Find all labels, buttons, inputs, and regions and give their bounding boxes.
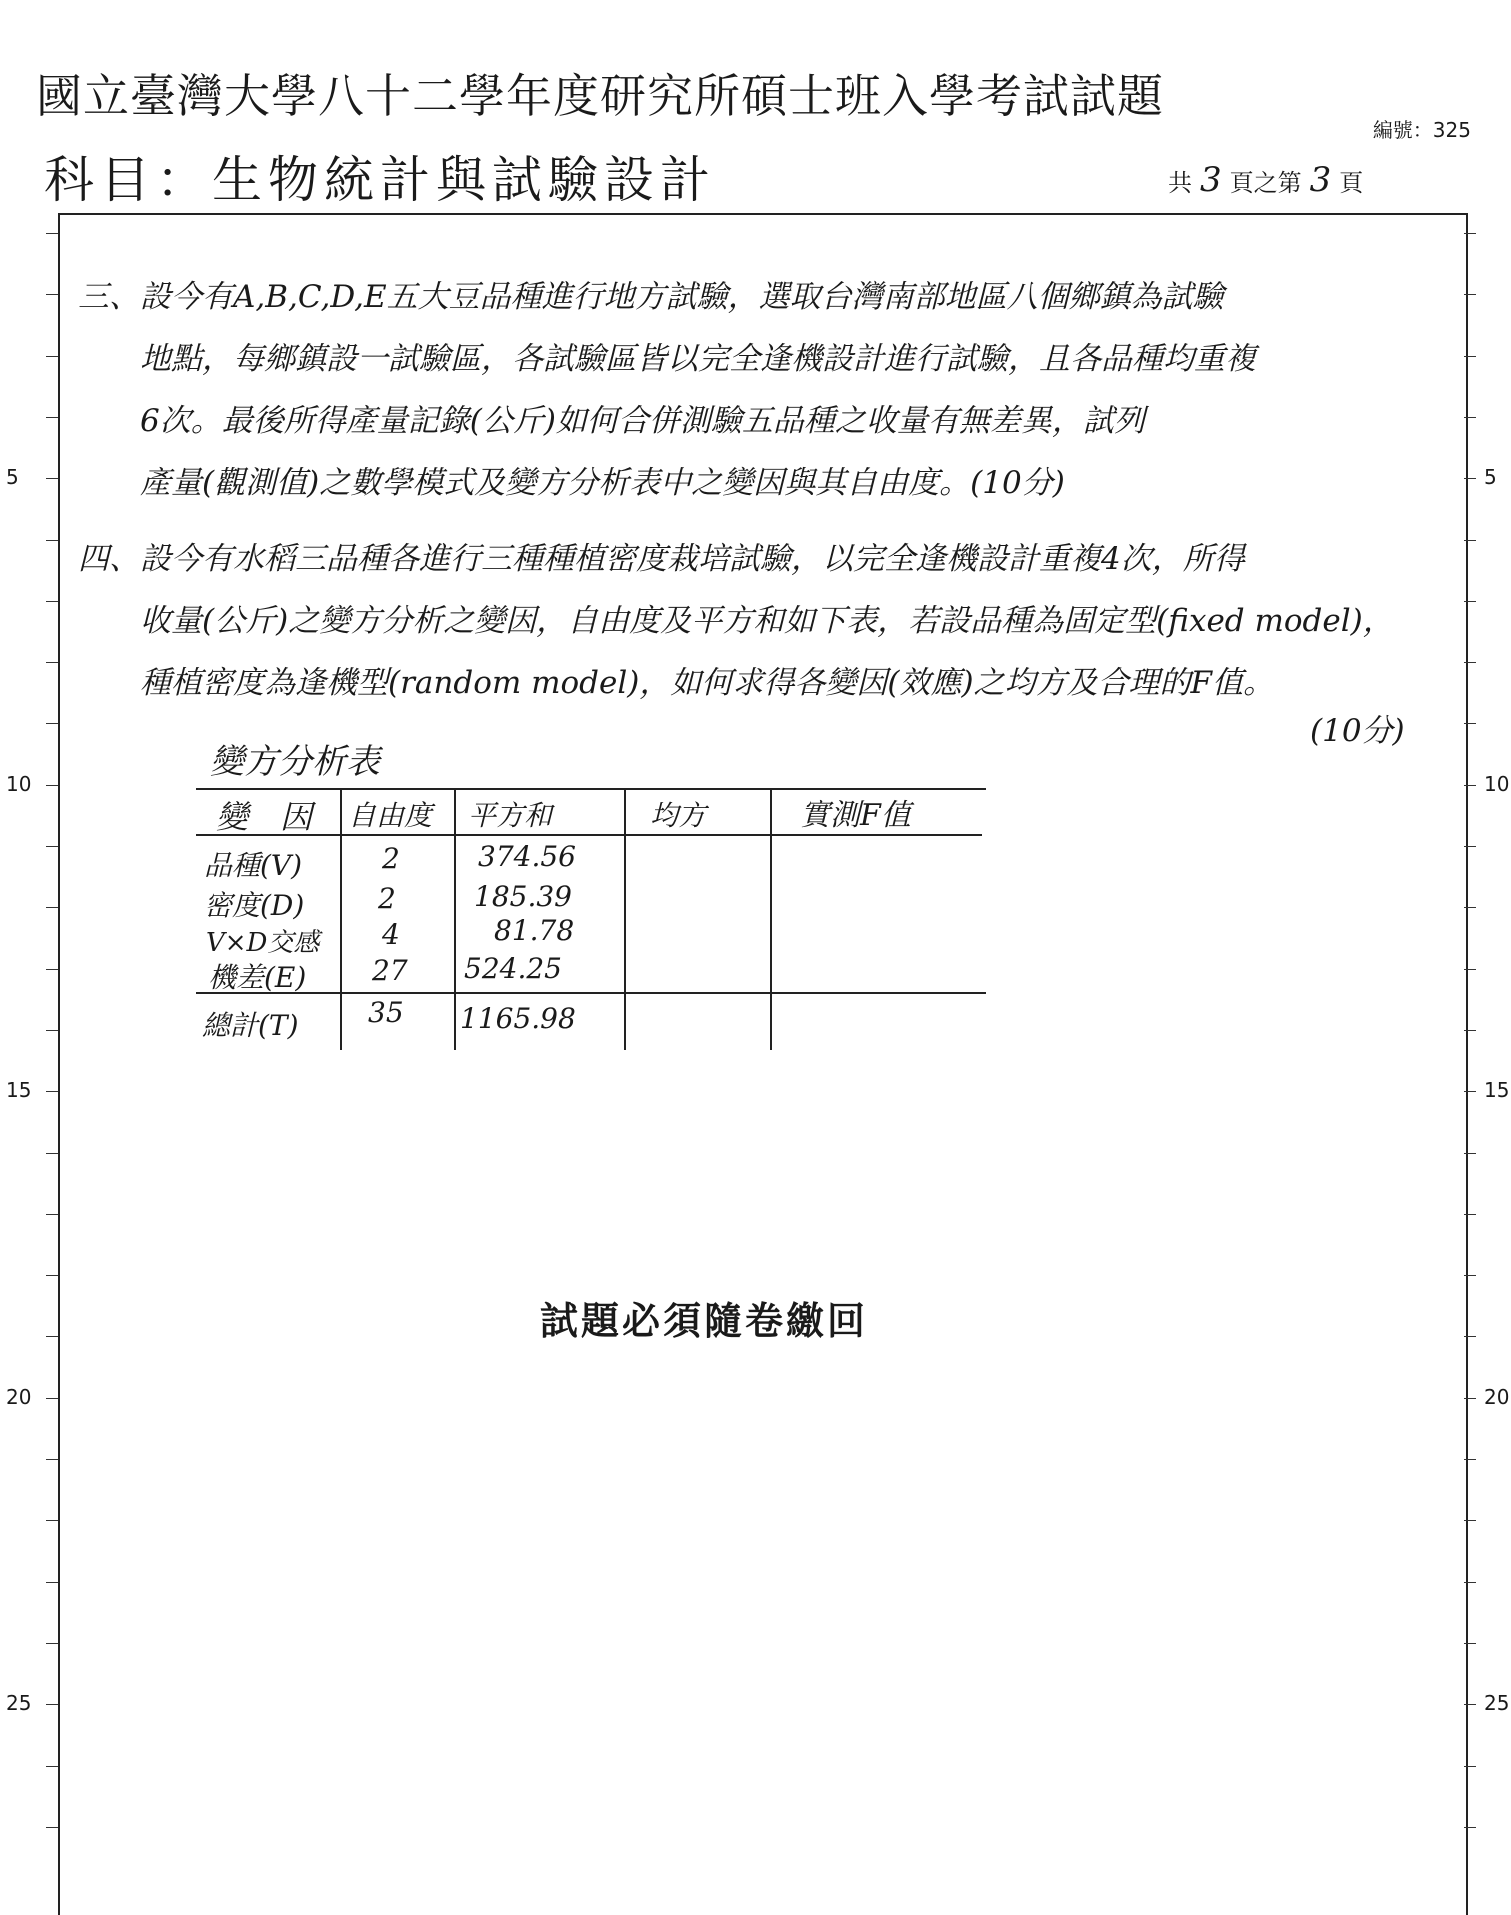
ruler-tick [46, 969, 58, 970]
ruler-tick [1464, 1275, 1476, 1276]
subject-title: 科目：生物統計與試驗設計 [44, 151, 716, 209]
row-df: 2 [378, 882, 396, 915]
question-number: 四、 [78, 541, 140, 577]
row-source: V×D交感 [206, 928, 320, 958]
total-source: 總計(T) [202, 1009, 299, 1042]
ruler-tick [1464, 601, 1476, 602]
ruler-tick [46, 1459, 58, 1460]
return-paper-note: 試題必須隨卷繳回 [540, 1298, 869, 1343]
ruler-tick [1464, 1582, 1476, 1583]
question-line: 6次。最後所得產量記錄(公斤)如何合併測驗五品種之收量有無差異，試列 [140, 403, 1145, 439]
ruler-tick [1464, 785, 1476, 786]
ruler-tick [46, 1643, 58, 1644]
ruler-tick [1464, 1091, 1476, 1092]
ruler-tick [1464, 723, 1476, 724]
ruler-tick [46, 785, 58, 786]
anova-table-title: 變方分析表 [210, 742, 380, 782]
ruler-tick [1464, 1643, 1476, 1644]
total-df: 35 [368, 996, 404, 1029]
page-indicator [1168, 160, 1363, 200]
exam-title: 國立臺灣大學八十二學年度研究所碩士班入學考試試題 [36, 69, 1164, 123]
ruler-tick [46, 294, 58, 295]
table-rule [624, 788, 626, 1050]
question-line: 設今有水稻三品種各進行三種種植密度栽培試驗，以完全逢機設計重複4次，所得 [140, 541, 1245, 577]
ruler-tick [1464, 969, 1476, 970]
ruler-tick [1464, 907, 1476, 908]
exam-code: 編號：325 [1372, 118, 1471, 142]
total-ss: 1165.98 [460, 1002, 576, 1035]
ruler-label: 15 [6, 1078, 32, 1103]
ruler-tick [1464, 1153, 1476, 1154]
ruler-tick [46, 1275, 58, 1276]
ruler-label: 20 [1484, 1384, 1510, 1409]
ruler-tick [1464, 1520, 1476, 1521]
ruler-tick [46, 601, 58, 602]
ruler-tick [46, 846, 58, 847]
row-df: 2 [382, 842, 400, 875]
ruler-tick [46, 662, 58, 663]
header-f-value: 實測F值 [800, 798, 911, 833]
line-ruler-left [0, 213, 60, 1881]
ruler-tick [1464, 1459, 1476, 1460]
table-rule [770, 788, 772, 1050]
header-ss: 平方和 [468, 799, 553, 832]
ruler-tick [1464, 846, 1476, 847]
row-source: 機差(E) [208, 961, 307, 994]
ruler-tick [1464, 1336, 1476, 1337]
ruler-tick [46, 356, 58, 357]
ruler-tick [46, 1153, 58, 1154]
ruler-tick [1464, 662, 1476, 663]
ruler-tick [46, 233, 58, 234]
question-3 [78, 266, 1458, 514]
ruler-tick [1464, 233, 1476, 234]
header-ms: 均方 [650, 799, 707, 832]
ruler-tick [46, 1398, 58, 1399]
row-ss: 524.25 [464, 952, 562, 985]
ruler-tick [46, 1091, 58, 1092]
question-line: 設今有A,B,C,D,E五大豆品種進行地方試驗，選取台灣南部地區八個鄉鎮為試驗 [140, 279, 1224, 315]
header-source: 變 因 [216, 798, 313, 836]
question-line: 種植密度為逢機型(random model)，如何求得各變因(效應)之均方及合理的F值。 [140, 665, 1275, 701]
ruler-tick [46, 1582, 58, 1583]
page-prefix: 共 [1168, 169, 1192, 197]
ruler-tick [1464, 417, 1476, 418]
ruler-tick [1464, 1827, 1476, 1828]
row-ss: 374.56 [478, 840, 576, 873]
ruler-tick [46, 1827, 58, 1828]
question-score: (10分) [1310, 713, 1405, 749]
ruler-tick [1464, 1704, 1476, 1705]
row-ss: 185.39 [474, 880, 572, 913]
line-ruler-right [1452, 213, 1511, 1881]
ruler-tick [46, 723, 58, 724]
page-total: 3 [1200, 160, 1222, 200]
row-ss: 81.78 [494, 914, 575, 947]
ruler-tick [46, 1030, 58, 1031]
ruler-tick [1464, 1030, 1476, 1031]
row-source: 密度(D) [204, 889, 305, 922]
ruler-tick [46, 1766, 58, 1767]
ruler-tick [46, 478, 58, 479]
question-line: 產量(觀測值)之數學模式及變方分析表中之變因與其自由度。(10分) [140, 465, 1065, 501]
ruler-tick [46, 1336, 58, 1337]
page-current: 3 [1309, 160, 1332, 200]
ruler-label: 15 [1484, 1078, 1510, 1103]
page-suffix: 頁 [1339, 169, 1364, 197]
ruler-tick [1464, 1398, 1476, 1399]
table-rule [340, 788, 342, 1050]
question-line: 地點，每鄉鎮設一試驗區，各試驗區皆以完全逢機設計進行試驗，且各品種均重複 [140, 341, 1256, 377]
ruler-label: 10 [1484, 771, 1510, 796]
ruler-label: 20 [6, 1384, 32, 1409]
row-source: 品種(V) [204, 849, 303, 882]
ruler-label: 25 [1484, 1691, 1510, 1716]
ruler-label: 5 [6, 465, 19, 490]
question-line: 收量(公斤)之變方分析之變因，自由度及平方和如下表，若設品種為固定型(fixed model)， [140, 603, 1394, 639]
ruler-tick [1464, 540, 1476, 541]
ruler-tick [46, 540, 58, 541]
ruler-tick [1464, 1766, 1476, 1767]
ruler-tick [1464, 356, 1476, 357]
ruler-tick [46, 417, 58, 418]
page-middle: 頁之第 [1229, 169, 1302, 197]
question-4 [78, 528, 1458, 714]
row-df: 27 [372, 954, 408, 987]
ruler-label: 5 [1484, 465, 1497, 490]
ruler-label: 10 [6, 771, 32, 796]
ruler-tick [46, 1704, 58, 1705]
ruler-label: 25 [6, 1691, 32, 1716]
header-df: 自由度 [348, 799, 433, 832]
row-df: 4 [382, 918, 400, 951]
table-rule [454, 788, 456, 1050]
table-rule [196, 834, 982, 836]
ruler-tick [46, 1520, 58, 1521]
ruler-tick [1464, 1214, 1476, 1215]
ruler-tick [46, 907, 58, 908]
ruler-tick [1464, 478, 1476, 479]
anova-table [196, 788, 986, 1050]
table-rule [196, 992, 986, 994]
ruler-tick [1464, 294, 1476, 295]
question-number: 三、 [78, 279, 140, 315]
ruler-tick [46, 1214, 58, 1215]
